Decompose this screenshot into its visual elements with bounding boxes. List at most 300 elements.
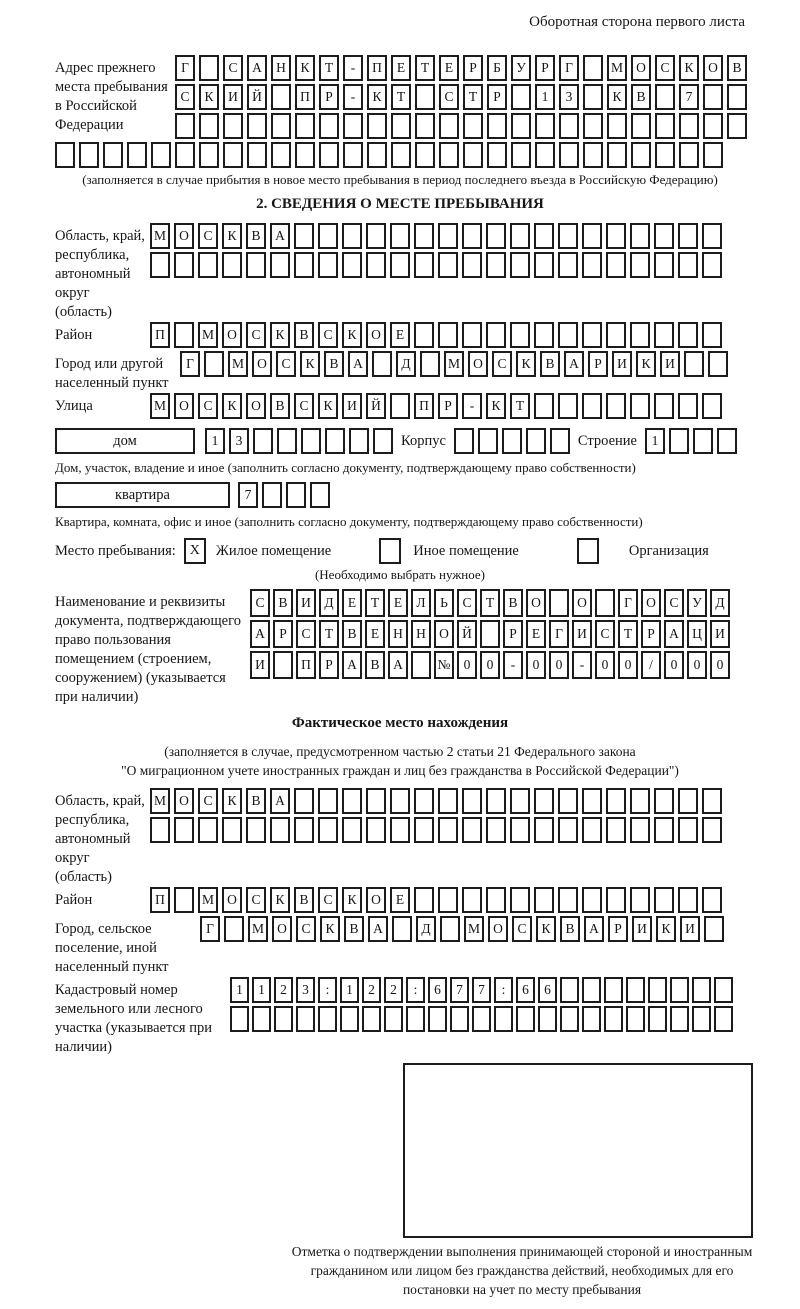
char-cell[interactable] — [702, 322, 722, 348]
char-cell[interactable] — [630, 887, 650, 913]
char-cell[interactable]: О — [366, 887, 386, 913]
char-cell[interactable] — [294, 223, 314, 249]
char-cell[interactable]: В — [560, 916, 580, 942]
char-cell[interactable] — [462, 887, 482, 913]
char-cell[interactable]: К — [636, 351, 656, 377]
char-cell[interactable] — [414, 887, 434, 913]
char-cell[interactable] — [511, 84, 531, 110]
char-cell[interactable] — [558, 223, 578, 249]
char-cell[interactable] — [174, 252, 194, 278]
char-cell[interactable] — [150, 252, 170, 278]
char-cell[interactable] — [583, 113, 603, 139]
char-cell[interactable]: У — [687, 589, 707, 617]
char-cell[interactable] — [510, 887, 530, 913]
char-cell[interactable]: Н — [271, 55, 291, 81]
char-cell[interactable] — [438, 788, 458, 814]
char-cell[interactable] — [693, 428, 713, 454]
char-cell[interactable]: С — [296, 916, 316, 942]
char-cell[interactable] — [472, 1006, 491, 1032]
char-cell[interactable]: К — [270, 322, 290, 348]
char-cell[interactable] — [654, 252, 674, 278]
char-cell[interactable] — [708, 351, 728, 377]
char-cell[interactable] — [655, 84, 675, 110]
char-cell[interactable]: : — [406, 977, 425, 1003]
char-cell[interactable] — [654, 788, 674, 814]
char-cell[interactable] — [702, 788, 722, 814]
char-cell[interactable] — [550, 428, 570, 454]
char-cell[interactable]: С — [246, 887, 266, 913]
char-cell[interactable]: Ц — [687, 620, 707, 648]
char-cell[interactable] — [654, 223, 674, 249]
char-cell[interactable]: М — [150, 223, 170, 249]
char-cell[interactable]: - — [462, 393, 482, 419]
char-cell[interactable] — [582, 1006, 601, 1032]
char-cell[interactable] — [604, 1006, 623, 1032]
char-cell[interactable]: 0 — [710, 651, 730, 679]
char-cell[interactable] — [414, 252, 434, 278]
char-cell[interactable]: К — [199, 84, 219, 110]
char-cell[interactable] — [150, 817, 170, 843]
char-cell[interactable]: 7 — [450, 977, 469, 1003]
char-cell[interactable]: 3 — [229, 428, 249, 454]
char-cell[interactable] — [486, 322, 506, 348]
char-cell[interactable] — [390, 393, 410, 419]
char-cell[interactable] — [486, 887, 506, 913]
char-cell[interactable]: А — [250, 620, 270, 648]
char-cell[interactable] — [655, 142, 675, 168]
char-cell[interactable]: В — [246, 223, 266, 249]
char-cell[interactable]: О — [488, 916, 508, 942]
char-cell[interactable]: 7 — [472, 977, 491, 1003]
char-cell[interactable] — [384, 1006, 403, 1032]
char-cell[interactable] — [703, 84, 723, 110]
char-cell[interactable] — [692, 1006, 711, 1032]
char-cell[interactable]: К — [367, 84, 387, 110]
char-cell[interactable] — [252, 1006, 271, 1032]
char-cell[interactable] — [222, 817, 242, 843]
char-cell[interactable] — [582, 788, 602, 814]
char-cell[interactable] — [174, 887, 194, 913]
char-cell[interactable] — [294, 788, 314, 814]
char-cell[interactable] — [390, 817, 410, 843]
char-cell[interactable]: 0 — [526, 651, 546, 679]
char-cell[interactable]: Й — [366, 393, 386, 419]
char-cell[interactable] — [702, 223, 722, 249]
char-cell[interactable] — [247, 113, 267, 139]
char-cell[interactable] — [606, 252, 626, 278]
char-cell[interactable] — [253, 428, 273, 454]
char-cell[interactable]: В — [540, 351, 560, 377]
char-cell[interactable]: Г — [200, 916, 220, 942]
char-cell[interactable] — [510, 788, 530, 814]
char-cell[interactable]: А — [584, 916, 604, 942]
char-cell[interactable]: М — [607, 55, 627, 81]
char-cell[interactable]: Е — [526, 620, 546, 648]
char-cell[interactable]: К — [222, 223, 242, 249]
char-cell[interactable]: В — [270, 393, 290, 419]
char-cell[interactable]: К — [270, 887, 290, 913]
char-cell[interactable]: 6 — [428, 977, 447, 1003]
char-cell[interactable] — [558, 322, 578, 348]
char-cell[interactable] — [654, 887, 674, 913]
char-cell[interactable]: 3 — [296, 977, 315, 1003]
char-cell[interactable]: И — [710, 620, 730, 648]
char-cell[interactable] — [558, 393, 578, 419]
char-cell[interactable]: А — [368, 916, 388, 942]
char-cell[interactable] — [631, 142, 651, 168]
char-cell[interactable] — [630, 322, 650, 348]
char-cell[interactable]: К — [295, 55, 315, 81]
char-cell[interactable]: 0 — [618, 651, 638, 679]
char-cell[interactable] — [366, 817, 386, 843]
char-cell[interactable]: В — [631, 84, 651, 110]
char-cell[interactable]: Е — [390, 887, 410, 913]
char-cell[interactable] — [392, 916, 412, 942]
char-cell[interactable] — [103, 142, 123, 168]
char-cell[interactable]: 0 — [480, 651, 500, 679]
char-cell[interactable]: К — [486, 393, 506, 419]
char-cell[interactable] — [199, 55, 219, 81]
char-cell[interactable] — [684, 351, 704, 377]
char-cell[interactable]: / — [641, 651, 661, 679]
char-cell[interactable] — [583, 55, 603, 81]
char-cell[interactable] — [175, 113, 195, 139]
char-cell[interactable] — [534, 817, 554, 843]
char-cell[interactable] — [702, 887, 722, 913]
char-cell[interactable]: К — [318, 393, 338, 419]
char-cell[interactable] — [678, 887, 698, 913]
char-cell[interactable]: 6 — [516, 977, 535, 1003]
char-cell[interactable]: П — [414, 393, 434, 419]
char-cell[interactable] — [510, 252, 530, 278]
char-cell[interactable]: Е — [388, 589, 408, 617]
char-cell[interactable] — [318, 788, 338, 814]
char-cell[interactable]: К — [516, 351, 536, 377]
char-cell[interactable]: 1 — [645, 428, 665, 454]
char-cell[interactable]: И — [223, 84, 243, 110]
char-cell[interactable]: К — [342, 322, 362, 348]
char-cell[interactable]: С — [512, 916, 532, 942]
char-cell[interactable] — [511, 113, 531, 139]
char-cell[interactable] — [294, 817, 314, 843]
char-cell[interactable] — [669, 428, 689, 454]
char-cell[interactable] — [198, 817, 218, 843]
residential-checkbox[interactable]: X — [184, 538, 206, 564]
char-cell[interactable] — [534, 252, 554, 278]
char-cell[interactable]: С — [457, 589, 477, 617]
char-cell[interactable]: Д — [396, 351, 416, 377]
char-cell[interactable]: 3 — [559, 84, 579, 110]
char-cell[interactable] — [340, 1006, 359, 1032]
char-cell[interactable] — [559, 142, 579, 168]
char-cell[interactable] — [535, 113, 555, 139]
char-cell[interactable]: К — [342, 887, 362, 913]
char-cell[interactable] — [648, 977, 667, 1003]
char-cell[interactable]: П — [296, 651, 316, 679]
char-cell[interactable]: Р — [503, 620, 523, 648]
char-cell[interactable]: Е — [342, 589, 362, 617]
char-cell[interactable]: 1 — [340, 977, 359, 1003]
other-premises-checkbox[interactable] — [379, 538, 401, 564]
char-cell[interactable]: Р — [588, 351, 608, 377]
char-cell[interactable] — [604, 977, 623, 1003]
char-cell[interactable]: С — [492, 351, 512, 377]
char-cell[interactable]: Р — [463, 55, 483, 81]
char-cell[interactable]: Й — [457, 620, 477, 648]
char-cell[interactable] — [511, 142, 531, 168]
char-cell[interactable] — [582, 223, 602, 249]
char-cell[interactable]: И — [612, 351, 632, 377]
char-cell[interactable] — [607, 142, 627, 168]
char-cell[interactable] — [630, 223, 650, 249]
char-cell[interactable] — [463, 113, 483, 139]
char-cell[interactable]: 0 — [687, 651, 707, 679]
char-cell[interactable]: Т — [618, 620, 638, 648]
char-cell[interactable]: Г — [549, 620, 569, 648]
char-cell[interactable]: В — [273, 589, 293, 617]
char-cell[interactable] — [510, 223, 530, 249]
char-cell[interactable] — [342, 223, 362, 249]
char-cell[interactable] — [702, 393, 722, 419]
organization-checkbox[interactable] — [577, 538, 599, 564]
char-cell[interactable] — [582, 887, 602, 913]
apartment-type-box[interactable]: квартира — [55, 482, 230, 508]
char-cell[interactable]: Т — [319, 620, 339, 648]
char-cell[interactable] — [438, 817, 458, 843]
char-cell[interactable]: О — [468, 351, 488, 377]
char-cell[interactable]: Е — [439, 55, 459, 81]
char-cell[interactable] — [678, 788, 698, 814]
char-cell[interactable] — [534, 322, 554, 348]
char-cell[interactable] — [199, 142, 219, 168]
char-cell[interactable]: И — [572, 620, 592, 648]
char-cell[interactable] — [502, 428, 522, 454]
char-cell[interactable] — [270, 252, 290, 278]
char-cell[interactable] — [390, 223, 410, 249]
char-cell[interactable]: О — [246, 393, 266, 419]
char-cell[interactable] — [582, 252, 602, 278]
house-type-box[interactable]: дом — [55, 428, 195, 454]
char-cell[interactable] — [174, 322, 194, 348]
char-cell[interactable]: К — [222, 788, 242, 814]
char-cell[interactable] — [127, 142, 147, 168]
char-cell[interactable]: М — [444, 351, 464, 377]
char-cell[interactable] — [286, 482, 306, 508]
char-cell[interactable] — [295, 142, 315, 168]
char-cell[interactable]: Д — [319, 589, 339, 617]
char-cell[interactable] — [582, 977, 601, 1003]
char-cell[interactable] — [582, 393, 602, 419]
char-cell[interactable]: А — [270, 223, 290, 249]
char-cell[interactable] — [318, 252, 338, 278]
char-cell[interactable] — [390, 252, 410, 278]
char-cell[interactable] — [692, 977, 711, 1003]
char-cell[interactable] — [414, 322, 434, 348]
char-cell[interactable] — [478, 428, 498, 454]
char-cell[interactable] — [558, 887, 578, 913]
char-cell[interactable] — [558, 817, 578, 843]
char-cell[interactable]: Р — [273, 620, 293, 648]
char-cell[interactable] — [462, 223, 482, 249]
char-cell[interactable] — [79, 142, 99, 168]
char-cell[interactable] — [626, 977, 645, 1003]
char-cell[interactable]: О — [272, 916, 292, 942]
char-cell[interactable]: А — [348, 351, 368, 377]
char-cell[interactable] — [366, 252, 386, 278]
char-cell[interactable]: Т — [463, 84, 483, 110]
char-cell[interactable]: Г — [618, 589, 638, 617]
char-cell[interactable]: И — [680, 916, 700, 942]
char-cell[interactable] — [703, 113, 723, 139]
char-cell[interactable] — [271, 113, 291, 139]
char-cell[interactable] — [366, 788, 386, 814]
char-cell[interactable]: С — [318, 887, 338, 913]
char-cell[interactable] — [438, 223, 458, 249]
char-cell[interactable] — [273, 651, 293, 679]
char-cell[interactable]: П — [367, 55, 387, 81]
char-cell[interactable] — [294, 252, 314, 278]
char-cell[interactable]: В — [365, 651, 385, 679]
char-cell[interactable] — [366, 223, 386, 249]
char-cell[interactable] — [678, 393, 698, 419]
char-cell[interactable] — [325, 428, 345, 454]
char-cell[interactable] — [362, 1006, 381, 1032]
char-cell[interactable]: В — [294, 322, 314, 348]
char-cell[interactable] — [204, 351, 224, 377]
char-cell[interactable] — [626, 1006, 645, 1032]
char-cell[interactable] — [295, 113, 315, 139]
char-cell[interactable] — [654, 393, 674, 419]
char-cell[interactable]: 0 — [595, 651, 615, 679]
char-cell[interactable] — [714, 1006, 733, 1032]
char-cell[interactable]: 1 — [205, 428, 225, 454]
char-cell[interactable]: С — [664, 589, 684, 617]
char-cell[interactable]: О — [174, 393, 194, 419]
char-cell[interactable] — [510, 322, 530, 348]
char-cell[interactable]: В — [344, 916, 364, 942]
char-cell[interactable]: 1 — [252, 977, 271, 1003]
char-cell[interactable] — [438, 887, 458, 913]
char-cell[interactable] — [606, 887, 626, 913]
char-cell[interactable]: С — [276, 351, 296, 377]
char-cell[interactable]: О — [222, 322, 242, 348]
char-cell[interactable] — [630, 252, 650, 278]
char-cell[interactable] — [510, 817, 530, 843]
char-cell[interactable] — [462, 817, 482, 843]
char-cell[interactable] — [372, 351, 392, 377]
char-cell[interactable] — [174, 817, 194, 843]
char-cell[interactable]: : — [494, 977, 513, 1003]
char-cell[interactable]: № — [434, 651, 454, 679]
char-cell[interactable] — [367, 113, 387, 139]
char-cell[interactable]: О — [703, 55, 723, 81]
char-cell[interactable] — [438, 252, 458, 278]
char-cell[interactable] — [343, 113, 363, 139]
char-cell[interactable]: А — [564, 351, 584, 377]
char-cell[interactable] — [271, 84, 291, 110]
char-cell[interactable]: С — [655, 55, 675, 81]
char-cell[interactable]: Р — [487, 84, 507, 110]
char-cell[interactable] — [151, 142, 171, 168]
char-cell[interactable] — [342, 252, 362, 278]
char-cell[interactable]: Т — [480, 589, 500, 617]
char-cell[interactable]: - — [343, 55, 363, 81]
char-cell[interactable] — [414, 223, 434, 249]
char-cell[interactable]: Д — [710, 589, 730, 617]
char-cell[interactable] — [319, 113, 339, 139]
char-cell[interactable] — [630, 788, 650, 814]
char-cell[interactable] — [454, 428, 474, 454]
char-cell[interactable] — [296, 1006, 315, 1032]
char-cell[interactable]: Т — [391, 84, 411, 110]
char-cell[interactable]: К — [300, 351, 320, 377]
char-cell[interactable] — [582, 322, 602, 348]
char-cell[interactable] — [224, 916, 244, 942]
char-cell[interactable]: В — [246, 788, 266, 814]
char-cell[interactable] — [487, 113, 507, 139]
char-cell[interactable]: 1 — [230, 977, 249, 1003]
char-cell[interactable]: - — [572, 651, 592, 679]
char-cell[interactable] — [411, 651, 431, 679]
char-cell[interactable] — [318, 1006, 337, 1032]
char-cell[interactable] — [198, 252, 218, 278]
char-cell[interactable] — [439, 113, 459, 139]
char-cell[interactable] — [727, 113, 747, 139]
char-cell[interactable]: Р — [535, 55, 555, 81]
char-cell[interactable]: М — [198, 322, 218, 348]
char-cell[interactable]: В — [727, 55, 747, 81]
char-cell[interactable]: К — [320, 916, 340, 942]
char-cell[interactable] — [486, 817, 506, 843]
char-cell[interactable] — [678, 817, 698, 843]
char-cell[interactable] — [440, 916, 460, 942]
char-cell[interactable]: Р — [608, 916, 628, 942]
char-cell[interactable]: М — [248, 916, 268, 942]
char-cell[interactable]: - — [343, 84, 363, 110]
char-cell[interactable] — [391, 113, 411, 139]
char-cell[interactable]: М — [150, 788, 170, 814]
char-cell[interactable] — [630, 393, 650, 419]
char-cell[interactable] — [480, 620, 500, 648]
char-cell[interactable] — [415, 84, 435, 110]
char-cell[interactable] — [678, 252, 698, 278]
char-cell[interactable] — [414, 788, 434, 814]
char-cell[interactable] — [535, 142, 555, 168]
char-cell[interactable] — [654, 322, 674, 348]
char-cell[interactable] — [486, 252, 506, 278]
char-cell[interactable]: В — [503, 589, 523, 617]
char-cell[interactable]: П — [295, 84, 315, 110]
char-cell[interactable] — [428, 1006, 447, 1032]
char-cell[interactable]: С — [198, 788, 218, 814]
char-cell[interactable]: Н — [411, 620, 431, 648]
char-cell[interactable] — [406, 1006, 425, 1032]
char-cell[interactable]: 2 — [384, 977, 403, 1003]
char-cell[interactable]: 0 — [664, 651, 684, 679]
char-cell[interactable] — [262, 482, 282, 508]
char-cell[interactable] — [390, 788, 410, 814]
char-cell[interactable] — [678, 223, 698, 249]
char-cell[interactable] — [438, 322, 458, 348]
char-cell[interactable]: : — [318, 977, 337, 1003]
char-cell[interactable] — [246, 252, 266, 278]
char-cell[interactable] — [175, 142, 195, 168]
char-cell[interactable]: К — [607, 84, 627, 110]
char-cell[interactable] — [310, 482, 330, 508]
char-cell[interactable] — [631, 113, 651, 139]
char-cell[interactable]: К — [679, 55, 699, 81]
char-cell[interactable]: Ь — [434, 589, 454, 617]
